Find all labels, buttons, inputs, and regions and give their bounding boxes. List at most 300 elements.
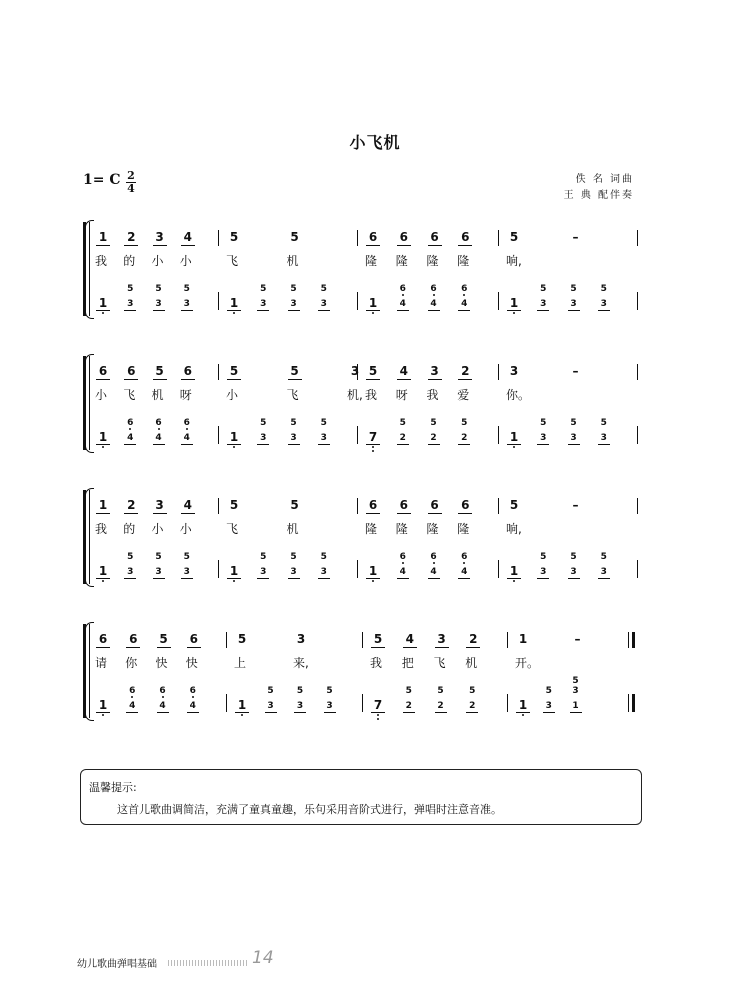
barline <box>357 498 358 514</box>
lyric: 你 <box>125 656 138 670</box>
barline <box>507 632 508 648</box>
bass-root-note: 1 <box>509 296 519 310</box>
bass-chord-upper: 6 <box>461 552 468 562</box>
lyric: 机 <box>286 254 299 268</box>
final-barline <box>632 694 635 712</box>
lower-octave-dot <box>372 312 374 314</box>
time-signature-top: 2 <box>127 169 135 182</box>
bass-chord-upper: 3 <box>572 686 579 696</box>
bass-chord-upper: 5 <box>600 552 607 562</box>
eighth-underline <box>458 245 472 246</box>
system-bracket-line <box>89 490 90 584</box>
bass-chord-upper: 6 <box>430 284 437 294</box>
melody-note: 5 <box>229 498 239 512</box>
melody-note: 5 <box>368 364 378 378</box>
bass-chord-lower: 4 <box>159 701 166 711</box>
melody-note: 6 <box>127 364 136 378</box>
eighth-underline <box>568 444 580 445</box>
bass-chord-upper: 5 <box>290 418 297 428</box>
eighth-underline <box>294 712 306 713</box>
eighth-underline <box>366 578 380 579</box>
lower-octave-dot <box>372 450 374 452</box>
bass-chord-upper: 5 <box>461 418 468 428</box>
bass-root-note: 1 <box>368 564 378 578</box>
lower-octave-dot <box>102 446 104 448</box>
bass-chord-lower: 3 <box>320 299 327 309</box>
lower-octave-dot <box>377 714 379 716</box>
lyric: 小 <box>151 522 164 536</box>
eighth-underline <box>124 245 138 246</box>
bass-chord-lower: 2 <box>405 701 412 711</box>
system-bracket <box>83 624 86 718</box>
bass-root-note: 1 <box>518 698 528 712</box>
bass-chord-upper: 6 <box>183 418 190 428</box>
bass-chord-upper: 5 <box>127 284 134 294</box>
eighth-underline <box>397 245 411 246</box>
system-bracket <box>83 356 86 450</box>
bass-chord-lower: 3 <box>260 567 267 577</box>
eighth-underline <box>257 310 269 311</box>
lyric: 请 <box>95 656 108 670</box>
bass-root-note: 1 <box>98 296 108 310</box>
footer-book-title: 幼儿歌曲弹唱基础 <box>77 959 157 970</box>
lower-octave-dot <box>233 580 235 582</box>
eighth-underline <box>181 245 195 246</box>
barline <box>637 498 638 514</box>
lower-octave-dot <box>233 312 235 314</box>
lyric: 我 <box>426 388 439 402</box>
eighth-underline <box>428 379 442 380</box>
eighth-underline <box>507 444 521 445</box>
eighth-underline <box>458 310 470 311</box>
bass-chord-upper: 5 <box>570 418 577 428</box>
lyric: 开。 <box>515 656 540 670</box>
eighth-underline <box>153 310 165 311</box>
bass-chord-upper: 6 <box>399 552 406 562</box>
bass-chord-lower: 3 <box>540 299 547 309</box>
eighth-underline <box>96 444 110 445</box>
bracket-curl-top <box>85 220 94 227</box>
bass-root-note: 7 <box>373 698 383 712</box>
eighth-underline <box>187 712 199 713</box>
bass-chord-lower: 3 <box>320 433 327 443</box>
barline <box>357 292 358 310</box>
barline <box>637 292 638 310</box>
bass-chord-lower: 3 <box>260 299 267 309</box>
melody-note: 6 <box>98 632 108 646</box>
lyric: 上 <box>234 656 247 670</box>
bass-chord-lower: 4 <box>183 433 190 443</box>
melody-note: 6 <box>399 498 408 512</box>
eighth-underline <box>124 578 136 579</box>
eighth-underline <box>537 578 549 579</box>
bass-chord-lower: 3 <box>600 567 607 577</box>
melody-note: 2 <box>127 230 136 244</box>
eighth-underline <box>153 379 167 380</box>
bracket-curl-bottom <box>85 446 94 453</box>
bass-chord-upper: 5 <box>430 418 437 428</box>
bracket-curl-top <box>85 488 94 495</box>
melody-note: 6 <box>368 230 378 244</box>
eighth-underline <box>371 712 385 713</box>
time-signature-bottom: 4 <box>127 182 135 195</box>
barline <box>357 426 358 444</box>
bass-chord-lower: 2 <box>461 433 468 443</box>
bass-chord-upper: 5 <box>290 284 297 294</box>
eighth-underline <box>403 647 417 648</box>
barline <box>637 364 638 380</box>
bass-chord-upper: 5 <box>405 686 412 696</box>
eighth-underline <box>366 444 380 445</box>
lower-octave-dot <box>402 294 404 296</box>
footer-decoration <box>168 960 248 966</box>
bass-chord-lower: 4 <box>129 701 136 711</box>
eighth-underline <box>568 310 580 311</box>
eighth-underline <box>318 578 330 579</box>
eighth-underline <box>458 578 470 579</box>
bass-chord-lower: 3 <box>540 567 547 577</box>
eighth-underline <box>181 379 195 380</box>
lyric: 小 <box>151 254 164 268</box>
barline <box>218 230 219 246</box>
eighth-underline <box>458 444 470 445</box>
bass-chord-lower: 4 <box>461 299 468 309</box>
eighth-underline <box>397 444 409 445</box>
lyric: 机, <box>347 388 363 402</box>
barline <box>628 632 629 648</box>
barline <box>507 694 508 712</box>
eighth-underline <box>435 712 447 713</box>
bass-chord-upper: 6 <box>399 284 406 294</box>
melody-note: 6 <box>183 364 192 378</box>
melody-note: 2 <box>127 498 136 512</box>
bass-root-note: 1 <box>368 296 378 310</box>
barline <box>226 694 227 712</box>
bass-root-note: 1 <box>98 698 108 712</box>
eighth-underline <box>543 712 555 713</box>
eighth-underline <box>157 712 169 713</box>
lyric: 快 <box>185 656 198 670</box>
bass-chord-lower: 3 <box>183 299 190 309</box>
song-title: 小飞机 <box>349 133 401 152</box>
eighth-underline <box>235 712 249 713</box>
melody-note: 3 <box>430 364 439 378</box>
eighth-underline <box>397 310 409 311</box>
bass-chord-upper: 5 <box>267 686 274 696</box>
lower-octave-dot <box>192 696 194 698</box>
bass-chord-upper: 5 <box>545 686 552 696</box>
bass-root-note: 1 <box>229 296 239 310</box>
lyric: 响, <box>506 522 522 536</box>
lyric: 爱 <box>457 388 470 402</box>
eighth-underline <box>428 578 440 579</box>
eighth-underline <box>428 513 442 514</box>
bass-chord-lower: 2 <box>399 433 406 443</box>
eighth-underline <box>181 578 193 579</box>
melody-note: 5 <box>373 632 383 646</box>
eighth-underline <box>428 310 440 311</box>
lyric: 小 <box>179 254 192 268</box>
melody-note: 6 <box>368 498 378 512</box>
bass-chord-lower: 3 <box>600 299 607 309</box>
eighth-underline <box>96 310 110 311</box>
barline <box>498 560 499 578</box>
lower-octave-dot <box>102 312 104 314</box>
barline <box>226 632 227 648</box>
eighth-underline <box>570 712 582 713</box>
eighth-underline <box>598 578 610 579</box>
bass-chord-lower: 3 <box>540 433 547 443</box>
eighth-underline <box>96 379 110 380</box>
lower-octave-dot <box>102 580 104 582</box>
lyric: 我 <box>95 254 108 268</box>
bass-chord-upper: 5 <box>469 686 476 696</box>
eighth-underline <box>537 310 549 311</box>
lower-octave-dot <box>433 562 435 564</box>
barline <box>362 694 363 712</box>
lyric: 隆 <box>395 254 408 268</box>
barline <box>498 364 499 380</box>
eighth-underline <box>598 310 610 311</box>
lyric: 的 <box>123 522 136 536</box>
melody-note: 6 <box>430 498 439 512</box>
eighth-underline <box>227 310 241 311</box>
melody-note: 5 <box>237 632 247 646</box>
lyric: 隆 <box>457 254 470 268</box>
bass-chord-upper: 5 <box>183 552 190 562</box>
melody-note: 6 <box>461 498 470 512</box>
lyric: 呀 <box>395 388 408 402</box>
eighth-underline <box>568 578 580 579</box>
melody-note: 3 <box>155 230 164 244</box>
lyric: 飞 <box>226 254 239 268</box>
bass-chord-upper: 5 <box>399 418 406 428</box>
eighth-underline <box>187 647 201 648</box>
bass-chord-upper: 5 <box>600 418 607 428</box>
system-bracket <box>83 490 86 584</box>
melody-note: 6 <box>399 230 408 244</box>
bass-root-note: 1 <box>509 430 519 444</box>
lyric: 隆 <box>426 522 439 536</box>
melody-note: 6 <box>129 632 138 646</box>
bass-chord-upper: 6 <box>155 418 162 428</box>
bass-chord-upper: 5 <box>437 686 444 696</box>
bass-chord-upper: 5 <box>540 552 547 562</box>
final-barline <box>632 632 635 648</box>
eighth-underline <box>288 379 302 380</box>
melody-note: 5 <box>155 364 164 378</box>
lyric: 机 <box>151 388 164 402</box>
eighth-underline <box>181 310 193 311</box>
lyric: 隆 <box>365 522 378 536</box>
lower-octave-dot <box>377 718 379 720</box>
eighth-underline <box>96 712 110 713</box>
bass-chord-lower: 3 <box>290 567 297 577</box>
system-bracket-line <box>89 356 90 450</box>
eighth-underline <box>598 444 610 445</box>
lyric: 隆 <box>426 254 439 268</box>
bass-chord-upper: 5 <box>320 284 327 294</box>
lyric: 你。 <box>506 388 531 402</box>
lyric: 快 <box>155 656 168 670</box>
bass-chord-lower: 3 <box>260 433 267 443</box>
bass-chord-upper: 6 <box>127 418 134 428</box>
melody-note: 3 <box>509 364 519 378</box>
eighth-underline <box>516 712 530 713</box>
lower-octave-dot <box>162 696 164 698</box>
bass-chord-upper: 5 <box>326 686 333 696</box>
eighth-underline <box>435 647 449 648</box>
lower-octave-dot <box>158 428 160 430</box>
eighth-underline <box>466 712 478 713</box>
eighth-underline <box>96 513 110 514</box>
lower-octave-dot <box>433 294 435 296</box>
eighth-underline <box>153 513 167 514</box>
melody-note: 1 <box>518 632 528 646</box>
melody-note: 5 <box>159 632 168 646</box>
melody-note: 4 <box>405 632 414 646</box>
bass-chord-upper: 6 <box>430 552 437 562</box>
barline <box>498 426 499 444</box>
bass-chord-lower: 2 <box>430 433 437 443</box>
bass-chord-lower: 3 <box>290 433 297 443</box>
bass-root-note: 1 <box>98 430 108 444</box>
bracket-curl-bottom <box>85 714 94 721</box>
bass-chord-upper: 5 <box>570 284 577 294</box>
bass-chord-top: 5 <box>572 676 579 686</box>
bass-chord-lower: 3 <box>326 701 333 711</box>
lyric: 我 <box>370 656 383 670</box>
lyric: 隆 <box>457 522 470 536</box>
melody-note: 6 <box>461 230 470 244</box>
bass-chord-lower: 3 <box>290 299 297 309</box>
system-bracket-line <box>89 222 90 316</box>
eighth-underline <box>288 444 300 445</box>
melody-note: 3 <box>155 498 164 512</box>
eighth-underline <box>288 310 300 311</box>
bass-chord-lower: 3 <box>155 299 162 309</box>
lower-octave-dot <box>372 446 374 448</box>
eighth-underline <box>181 513 195 514</box>
bass-chord-lower: 4 <box>430 567 437 577</box>
eighth-underline <box>227 444 241 445</box>
eighth-underline <box>366 310 380 311</box>
bass-chord-lower: 3 <box>267 701 274 711</box>
bass-chord-lower: 2 <box>437 701 444 711</box>
lyric: 我 <box>95 522 108 536</box>
eighth-underline <box>153 444 165 445</box>
bass-chord-lower: 3 <box>545 701 552 711</box>
lower-octave-dot <box>513 312 515 314</box>
lower-octave-dot <box>372 580 374 582</box>
barline <box>498 230 499 246</box>
lyric: 小 <box>95 388 108 402</box>
time-signature <box>125 170 137 195</box>
bass-chord-upper: 5 <box>540 284 547 294</box>
page-number: 14 <box>252 948 274 968</box>
bass-chord-lower: 4 <box>399 299 406 309</box>
bass-chord-upper: 5 <box>260 552 267 562</box>
eighth-underline <box>257 578 269 579</box>
bass-chord-upper: 5 <box>127 552 134 562</box>
bass-chord-lower: 3 <box>570 433 577 443</box>
bass-chord-lower: 3 <box>296 701 304 711</box>
barline <box>637 230 638 246</box>
lyric: 响, <box>506 254 522 268</box>
melody-note: 2 <box>461 364 470 378</box>
eighth-underline <box>428 245 442 246</box>
lyric: 来, <box>293 656 309 670</box>
bass-root-note: 1 <box>229 430 239 444</box>
bracket-curl-bottom <box>85 580 94 587</box>
lower-octave-dot <box>131 696 133 698</box>
eighth-underline <box>227 379 241 380</box>
bass-chord-upper: 5 <box>296 686 304 696</box>
lyric: 的 <box>123 254 136 268</box>
bass-chord-upper: 5 <box>320 418 327 428</box>
bass-root-note: 7 <box>368 430 378 444</box>
eighth-underline <box>397 379 411 380</box>
lyric: 小 <box>226 388 239 402</box>
eighth-underline <box>227 578 241 579</box>
bass-chord-lower: 3 <box>127 567 134 577</box>
lyric: 我 <box>365 388 378 402</box>
bass-chord-lower: 3 <box>155 567 162 577</box>
melody-note: 5 <box>229 364 239 378</box>
melody-note: 5 <box>509 498 519 512</box>
bass-chord-lower: 3 <box>183 567 190 577</box>
eighth-underline <box>428 444 440 445</box>
bass-root-note: 1 <box>509 564 519 578</box>
eighth-underline <box>507 578 521 579</box>
bass-chord-upper: 5 <box>155 552 162 562</box>
eighth-underline <box>397 578 409 579</box>
bass-chord-upper: 5 <box>155 284 162 294</box>
lower-octave-dot <box>513 446 515 448</box>
barline <box>218 498 219 514</box>
lyric: 飞 <box>433 656 446 670</box>
key-signature: 1= C <box>83 172 121 188</box>
melody-note: 4 <box>183 230 192 244</box>
eighth-underline <box>265 712 277 713</box>
eighth-underline <box>403 712 415 713</box>
lower-octave-dot <box>463 294 465 296</box>
system-bracket <box>83 222 86 316</box>
lower-octave-dot <box>241 714 243 716</box>
melody-note: 5 <box>229 230 239 244</box>
bracket-curl-top <box>85 354 94 361</box>
melody-note: 4 <box>183 498 192 512</box>
lower-octave-dot <box>129 428 131 430</box>
tips-heading: 温馨提示: <box>89 781 137 794</box>
bass-chord-upper: 6 <box>461 284 468 294</box>
lower-octave-dot <box>186 428 188 430</box>
eighth-underline <box>371 647 385 648</box>
melody-note: 3 <box>437 632 446 646</box>
melody-note: 1 <box>98 230 108 244</box>
bass-chord-lower: 3 <box>127 299 134 309</box>
eighth-underline <box>318 444 330 445</box>
bass-chord-lower: 4 <box>189 701 196 711</box>
bracket-curl-bottom <box>85 312 94 319</box>
barline <box>498 498 499 514</box>
eighth-underline <box>458 513 472 514</box>
melody-note: 6 <box>189 632 198 646</box>
bass-chord-lower: 2 <box>469 701 476 711</box>
melody-note: 6 <box>430 230 439 244</box>
eighth-underline <box>257 444 269 445</box>
eighth-underline <box>366 513 380 514</box>
